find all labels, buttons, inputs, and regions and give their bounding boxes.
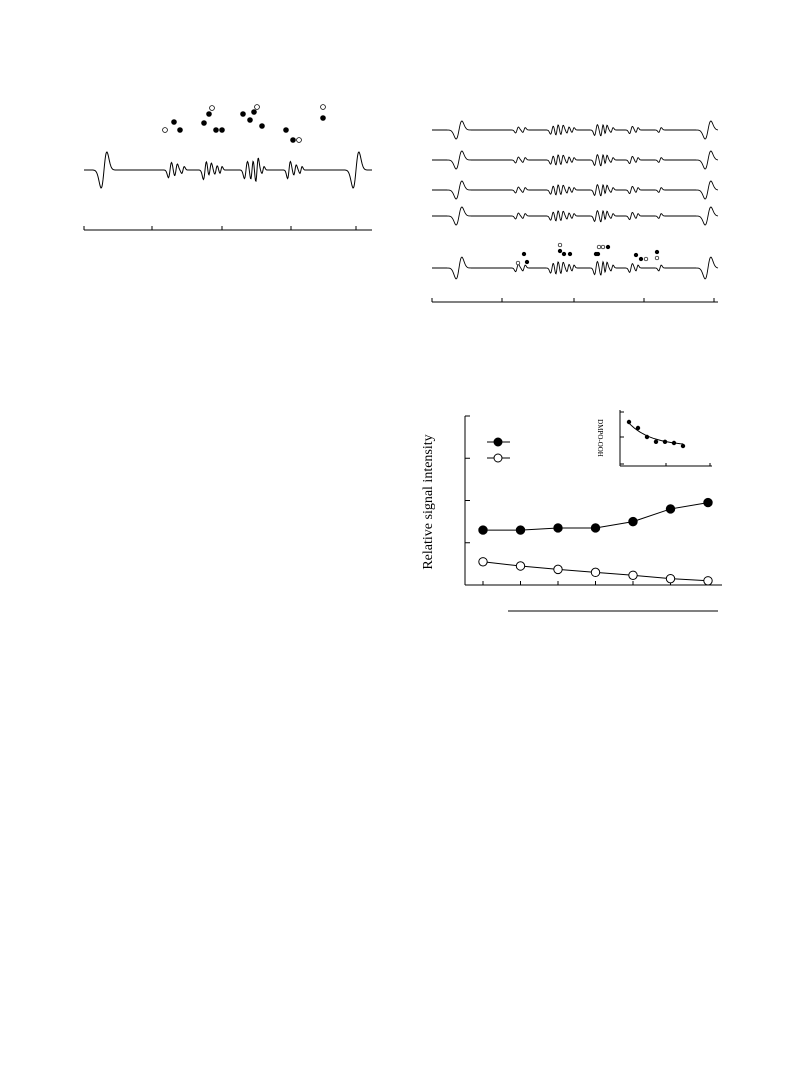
intensity-plot-panel (421, 410, 722, 611)
filled-data-point (591, 524, 599, 532)
filled-data-point (516, 526, 524, 534)
inset-data-point (663, 440, 667, 444)
filled-marker (207, 112, 212, 117)
open-marker (601, 245, 605, 249)
legend-marker-open (494, 454, 502, 462)
open-marker (597, 245, 601, 249)
filled-marker (562, 252, 566, 256)
open-marker (163, 128, 168, 133)
epr-panel-top-right (432, 121, 718, 302)
open-data-point (479, 558, 487, 566)
open-marker (558, 243, 562, 247)
epr-stack-trace (432, 181, 718, 199)
epr-stack-trace (432, 207, 718, 225)
filled-marker (291, 138, 296, 143)
inset-plot (596, 410, 712, 466)
peak-markers (163, 105, 326, 143)
filled-marker (241, 112, 246, 117)
filled-marker (606, 245, 610, 249)
inset-data-point (654, 440, 658, 444)
filled-marker (525, 260, 529, 264)
open-marker (644, 257, 648, 261)
filled-marker (655, 250, 659, 254)
epr-field-axis (84, 226, 372, 230)
filled-marker (596, 252, 600, 256)
filled-marker (639, 257, 643, 261)
filled-marker (558, 249, 562, 253)
epr-stack-trace (432, 257, 718, 279)
open-data-point (591, 568, 599, 576)
open-data-point (629, 571, 637, 579)
inset-y-label: DMPO-OOH (596, 419, 604, 457)
filled-marker (220, 128, 225, 133)
filled-data-point (666, 505, 674, 513)
filled-marker (568, 252, 572, 256)
epr-stack-trace (432, 151, 718, 169)
peak-markers-stack (516, 243, 659, 265)
intensity-series (479, 498, 712, 585)
epr-field-axis-stack (432, 298, 718, 302)
inset-data-point (636, 426, 640, 430)
inset-data-point (645, 435, 649, 439)
filled-marker (178, 128, 183, 133)
filled-data-point (554, 524, 562, 532)
open-data-point (554, 565, 562, 573)
filled-marker (284, 128, 289, 133)
epr-stack-trace (432, 121, 718, 139)
filled-data-point (479, 526, 487, 534)
epr-spectrum-trace (84, 152, 372, 188)
intensity-plot-axes (465, 416, 722, 585)
filled-marker (260, 124, 265, 129)
legend-marker-filled (494, 438, 502, 446)
epr-panel-top-left (84, 105, 372, 230)
filled-data-point (704, 498, 712, 506)
inset-data-point (672, 441, 676, 445)
open-marker (210, 106, 215, 111)
open-marker (516, 261, 520, 265)
open-data-point (704, 577, 712, 585)
filled-marker (214, 128, 219, 133)
inset-data-point (681, 444, 685, 448)
y-axis-label: Relative signal intensity (421, 434, 436, 570)
filled-marker (252, 110, 257, 115)
open-marker (655, 256, 659, 260)
open-marker (255, 105, 260, 110)
open-marker (297, 138, 302, 143)
filled-marker (202, 121, 207, 126)
open-data-point (516, 562, 524, 570)
open-marker (321, 105, 326, 110)
legend (487, 438, 510, 462)
filled-marker (522, 252, 526, 256)
open-data-point (666, 574, 674, 582)
filled-marker (634, 253, 638, 257)
epr-spectra-stack (432, 121, 718, 279)
filled-marker (321, 116, 326, 121)
inset-data-point (627, 420, 631, 424)
filled-marker (172, 120, 177, 125)
filled-marker (248, 118, 253, 123)
filled-data-point (629, 517, 637, 525)
